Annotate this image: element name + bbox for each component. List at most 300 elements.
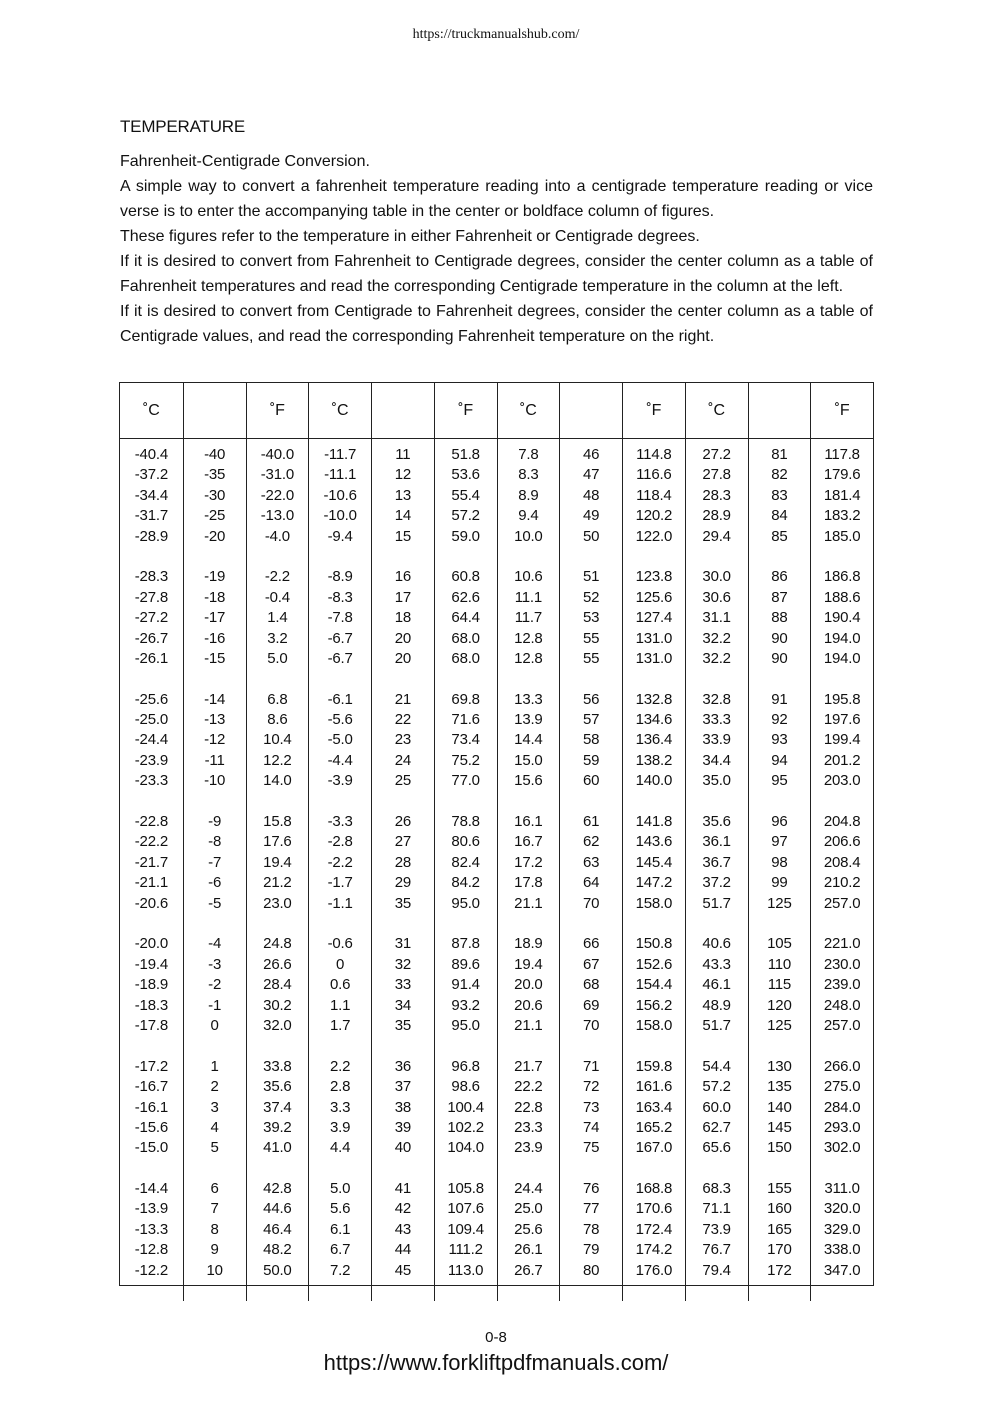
intro-paragraph: Fahrenheit-Centigrade Conversion. [120,153,370,170]
table-cell: 87 [771,588,788,606]
table-cell: 20 [394,629,412,647]
intro-paragraph: These figures refer to the temperature in either Fahrenheit or Centigrade degrees. [120,228,700,245]
table-cell: 0 [336,955,345,973]
table-cell: -28.3 [134,568,168,586]
table-cell: -17 [204,609,226,627]
table-column [810,383,873,1301]
table-cell: 50.0 [263,1261,292,1279]
row-group [498,1179,560,1281]
table-column [371,383,434,1301]
table-cell: 21.7 [514,1057,543,1075]
table-cell: -30 [204,486,226,504]
table-cell: 26.7 [514,1261,543,1279]
table-cell: 12.8 [514,649,543,667]
table-cell: 257.0 [823,894,861,912]
table-cell: 35 [394,1016,412,1034]
table-cell: 62.7 [702,1118,731,1136]
column-header: ˚C [498,383,560,439]
table-cell: 6.8 [267,690,288,708]
table-cell: 12.2 [263,751,292,769]
table-cell: -3.3 [327,813,353,831]
table-cell: 1 [210,1057,219,1075]
column-body [247,439,309,1301]
table-cell: 154.4 [635,976,673,994]
table-cell: 15 [394,527,412,545]
table-cell: 27 [394,833,412,851]
column-header [372,383,434,439]
table-cell: 50 [582,527,600,545]
table-cell: -13.3 [134,1220,168,1238]
table-cell: 11.1 [514,588,543,606]
table-cell: 29 [394,874,412,892]
table-cell: 197.6 [823,711,861,729]
table-cell: 6.7 [329,1241,351,1259]
table-column [497,383,560,1301]
table-cell: 5.6 [329,1200,351,1218]
table-cell: 31.1 [702,609,731,627]
table-cell: 145 [767,1118,792,1136]
table-cell: 8.6 [267,711,288,729]
table-cell: 107.6 [447,1200,484,1218]
table-cell: 69.8 [451,690,480,708]
table-cell: 97 [771,833,788,851]
table-cell: 94 [771,751,788,769]
table-cell: -17.2 [134,1057,168,1075]
table-cell: 23 [394,731,412,749]
table-cell: 46 [582,446,600,463]
table-cell: -22.0 [260,486,294,504]
table-cell: 10.6 [514,568,543,586]
table-cell: 115 [767,976,792,994]
table-cell: -31.7 [134,507,168,525]
table-cell: 23.0 [263,894,292,912]
table-cell: 20.6 [514,996,543,1014]
table-cell: 30.0 [702,568,731,586]
table-cell: -22.8 [134,813,168,831]
table-cell: -7.8 [327,609,353,627]
table-cell: 75 [582,1139,600,1157]
table-cell: 161.6 [635,1078,673,1096]
table-cell: 55 [582,649,600,667]
table-cell: -6 [208,874,222,892]
table-cell: 33.9 [702,731,731,749]
table-cell: 1.1 [329,996,351,1014]
row-group [435,567,497,669]
table-cell: 338.0 [823,1241,861,1259]
table-cell: 68.3 [702,1180,731,1198]
row-group [749,567,811,669]
table-cell: 143.6 [635,833,673,851]
table-cell: 41 [394,1180,412,1198]
table-cell: 1.7 [329,1016,351,1034]
table-cell: 53.6 [451,466,480,484]
row-group [120,1179,183,1281]
table-cell: -35 [204,466,226,484]
table-cell: -13 [204,711,226,729]
table-cell: 15.8 [263,813,292,831]
table-cell: -25 [204,507,226,525]
table-cell: 117.8 [824,446,860,463]
table-cell: 62 [582,833,600,851]
table-cell: 82.4 [451,853,480,871]
row-group [435,1179,497,1281]
table-cell: 95.0 [451,1016,480,1034]
table-cell: 80 [582,1261,600,1279]
table-cell: 2 [210,1078,219,1096]
table-cell: 35 [394,894,412,912]
table-cell: 186.8 [823,568,861,586]
table-cell: 73.9 [702,1220,731,1238]
table-cell: 55.4 [451,486,480,504]
table-cell: 120 [767,996,792,1014]
table-cell: 136.4 [635,731,673,749]
row-group [372,567,434,669]
table-cell: -34.4 [134,486,168,504]
table-cell: -23.9 [134,751,168,769]
table-cell: 199.4 [823,731,861,749]
table-cell: 163.4 [635,1098,673,1116]
row-group [498,1057,560,1159]
table-cell: 8 [210,1220,219,1238]
table-cell: 70 [582,894,600,912]
table-cell: 64 [582,874,600,892]
table-cell: 77 [582,1200,600,1218]
table-cell: 80.6 [451,833,480,851]
table-cell: -5.6 [327,711,353,729]
table-cell: 56 [582,690,600,708]
row-group [372,934,434,1036]
table-cell: 71.1 [702,1200,731,1218]
table-cell: 110 [767,955,792,973]
table-cell: 90 [771,649,788,667]
column-header: ˚F [811,383,873,439]
intro-paragraph: A simple way to convert a fahrenheit temperature reading into a centigrade temperature reading or vice verse is to enter the accompanying table in the center or boldface column of figures. [120,178,873,220]
row-group [686,567,748,669]
table-cell: 4 [210,1118,219,1136]
table-cell: 64.4 [451,609,480,627]
table-cell: -22.2 [134,833,168,851]
table-cell: 68 [582,976,600,994]
table-cell: 165.2 [635,1118,673,1136]
table-cell: 347.0 [823,1261,861,1279]
table-cell: 266.0 [823,1057,861,1075]
table-cell: 38 [394,1098,412,1116]
table-cell: 3.3 [329,1098,351,1116]
table-cell: 59 [582,751,600,769]
table-cell: 34.4 [702,751,731,769]
table-cell: 140.0 [635,772,673,790]
table-cell: 140 [767,1098,792,1116]
table-cell: -16.1 [134,1098,168,1116]
table-cell: 14 [394,507,412,525]
table-cell: 3 [210,1098,219,1116]
row-group [623,567,685,669]
footer-url: https://www.forkliftpdfmanuals.com/ [323,1350,669,1375]
table-cell: 248.0 [823,996,861,1014]
table-cell: 190.4 [823,609,861,627]
table-cell: 19.4 [514,955,543,973]
table-cell: 96 [771,813,788,831]
table-cell: 71 [582,1057,600,1075]
table-cell: 61 [582,813,600,831]
column-body [749,439,811,1301]
table-cell: 5 [210,1139,219,1157]
row-group [120,812,183,914]
table-cell: 239.0 [823,976,861,994]
table-cell: 48.2 [263,1241,292,1259]
row-group [247,1057,309,1159]
table-cell: 26.6 [263,955,292,973]
table-cell: 62.6 [451,588,480,606]
table-cell: 125 [767,1016,792,1034]
table-cell: -8.3 [327,588,353,606]
table-column [120,383,183,1301]
conversion-table [119,382,874,1286]
row-group [309,690,371,792]
table-cell: 21.2 [263,874,292,892]
table-cell: 28 [394,853,412,871]
table-cell: 65.6 [702,1139,731,1157]
column-body [120,439,183,1301]
table-cell: 138.2 [635,751,673,769]
row-group [184,1057,246,1159]
table-cell: -9 [208,813,222,831]
row-group [560,1179,622,1281]
table-cell: -6.1 [327,690,353,708]
table-column [685,383,748,1301]
table-cell: -10.6 [323,486,357,504]
table-cell: 92 [771,711,788,729]
table-cell: -0.6 [327,935,353,953]
column-header: ˚C [120,383,183,439]
row-group [435,934,497,1036]
table-cell: 170 [767,1241,792,1259]
table-cell: 9 [210,1241,219,1259]
table-cell: 73.4 [451,731,480,749]
table-cell: 14.0 [263,772,292,790]
table-cell: 159.8 [635,1057,673,1075]
row-group [560,445,622,547]
table-cell: 16.1 [514,813,543,831]
row-group [247,445,309,547]
table-cell: 185.0 [823,527,861,545]
column-body [623,439,685,1301]
table-cell: -12.2 [134,1261,168,1279]
table-cell: 60.8 [451,568,480,586]
table-cell: 83 [771,486,788,504]
row-group [435,812,497,914]
table-cell: 102.2 [447,1118,484,1136]
table-cell: 71.6 [451,711,480,729]
table-cell: 25.0 [514,1200,543,1218]
table-cell: 17.2 [514,853,543,871]
row-group [247,1179,309,1281]
table-cell: 42 [394,1200,412,1218]
table-cell: 125 [767,894,792,912]
column-body [811,439,873,1301]
table-cell: 134.6 [635,711,673,729]
table-cell: 181.4 [823,486,861,504]
table-cell: 82 [771,466,788,484]
table-cell: 43 [394,1220,412,1238]
table-cell: -20.0 [134,935,168,953]
table-cell: 39.2 [263,1118,292,1136]
column-body [560,439,622,1301]
table-cell: -9.4 [327,527,353,545]
row-group [498,445,560,547]
table-cell: 32.0 [263,1016,292,1034]
column-header: ˚F [247,383,309,439]
table-cell: 118.4 [636,486,672,504]
table-cell: 33.8 [263,1057,292,1075]
table-cell: 320.0 [823,1200,861,1218]
row-group [560,934,622,1036]
table-cell: -2.2 [327,853,353,871]
table-cell: 15.0 [514,751,543,769]
table-cell: 8.3 [518,466,539,484]
table-cell: 35.0 [702,772,731,790]
table-cell: -15 [204,649,226,667]
table-cell: 76.7 [702,1241,731,1259]
table-cell: 70 [582,1016,600,1034]
table-cell: 39 [394,1118,412,1136]
table-column [622,383,685,1301]
table-cell: 6 [210,1180,219,1198]
table-cell: -40.4 [134,446,168,463]
table-cell: 174.2 [635,1241,673,1259]
table-cell: 46.1 [702,976,731,994]
table-cell: 33.3 [702,711,731,729]
row-group [120,690,183,792]
table-cell: 188.6 [823,588,861,606]
table-cell: 74 [582,1118,600,1136]
table-cell: 37 [394,1078,412,1096]
table-cell: 14.4 [514,731,543,749]
table-cell: 104.0 [447,1139,484,1157]
table-cell: 167.0 [635,1139,673,1157]
table-cell: 32.2 [702,649,731,667]
table-cell: 18 [394,609,412,627]
table-cell: 68.0 [451,629,480,647]
table-cell: 91.4 [451,976,480,994]
table-cell: 90 [771,629,788,647]
row-group [498,567,560,669]
table-cell: -25.0 [134,711,168,729]
row-group [811,812,873,914]
table-cell: -27.2 [134,609,168,627]
table-cell: 165 [767,1220,792,1238]
table-cell: 11 [395,446,411,463]
table-cell: 7.2 [329,1261,351,1279]
table-column [183,383,246,1301]
table-cell: 11.7 [514,609,543,627]
table-cell: 3.2 [267,629,288,647]
table-cell: 75.2 [451,751,480,769]
row-group [498,812,560,914]
table-cell: 13.3 [514,690,543,708]
table-cell: 150 [767,1139,792,1157]
table-cell: 51.8 [451,446,480,463]
table-cell: 36.1 [702,833,731,851]
table-cell: 141.8 [635,813,673,831]
table-cell: -4 [208,935,222,953]
table-cell: 36.7 [702,853,731,871]
table-cell: 77.0 [451,772,480,790]
table-cell: -16.7 [134,1078,168,1096]
table-cell: 6.1 [329,1220,351,1238]
table-cell: 32.2 [702,629,731,647]
table-cell: 12 [394,466,412,484]
row-group [498,690,560,792]
table-cell: 22 [394,711,412,729]
table-cell: 40.6 [702,935,731,953]
table-cell: 10.0 [514,527,543,545]
table-cell: 12.8 [514,629,543,647]
row-group [811,690,873,792]
row-group [247,690,309,792]
row-group [811,1179,873,1281]
table-cell: -2.8 [327,833,353,851]
table-cell: 28.3 [702,486,731,504]
table-cell: 91 [771,690,788,708]
table-cell: 54.4 [702,1057,731,1075]
row-group [686,812,748,914]
table-cell: 158.0 [635,1016,673,1034]
table-cell: 201.2 [823,751,861,769]
table-column [748,383,811,1301]
table-cell: -1 [208,996,222,1014]
table-cell: 60 [582,772,600,790]
table-cell: 53 [582,609,600,627]
table-cell: 49 [582,507,600,525]
table-cell: 123.8 [635,568,673,586]
table-cell: 150.8 [635,935,673,953]
table-cell: 21.1 [514,1016,543,1034]
table-cell: -11.1 [324,466,357,484]
table-cell: 293.0 [823,1118,861,1136]
table-cell: 16 [394,568,412,586]
table-cell: 33 [394,976,412,994]
row-group [623,445,685,547]
column-header [749,383,811,439]
table-cell: 152.6 [635,955,673,973]
table-cell: 60.0 [702,1098,731,1116]
table-cell: -4.4 [327,751,353,769]
table-cell: 170.6 [635,1200,673,1218]
table-cell: 72 [582,1078,600,1096]
row-group [749,690,811,792]
table-cell: 155 [767,1180,792,1198]
table-cell: 26 [394,813,412,831]
table-cell: 160 [767,1200,792,1218]
table-cell: -14.4 [134,1180,168,1198]
table-cell: -12 [204,731,226,749]
row-group [749,1179,811,1281]
table-cell: 58 [582,731,600,749]
table-cell: 131.0 [635,629,673,647]
table-cell: -31.0 [260,466,294,484]
table-cell: 158.0 [635,894,673,912]
table-cell: -11.7 [324,446,357,463]
table-cell: 20.0 [514,976,543,994]
table-cell: -20 [204,527,226,545]
table-cell: 113.0 [447,1261,484,1279]
table-cell: 3.9 [329,1118,351,1136]
table-cell: 10 [206,1261,223,1279]
table-cell: 28.4 [263,976,292,994]
table-cell: 172 [767,1261,792,1279]
row-group [623,690,685,792]
